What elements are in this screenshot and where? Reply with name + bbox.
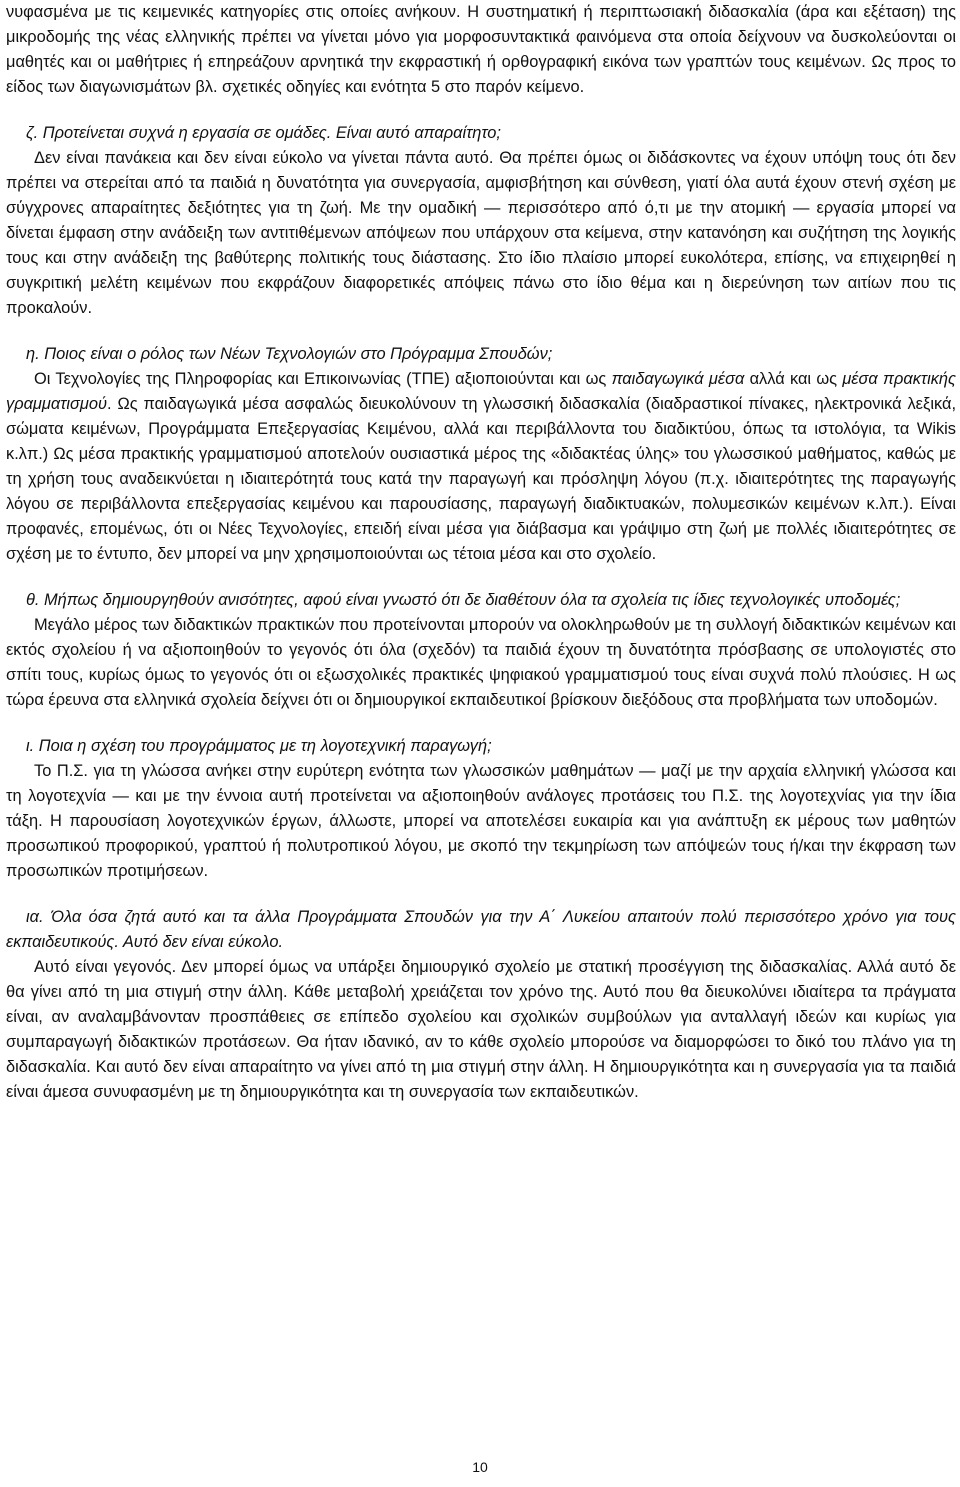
answer-iota: Το Π.Σ. για τη γλώσσα ανήκει στην ευρύτερη ενότητα των γλωσσικών μαθημάτων — μαζί με την αρχαία ελληνική γλώσσα και τη λογοτεχνία — και με την έννοια αυτή προτείνεται να αξιοποιηθούν ανάλογες προτάσεις του Π.Σ. της λογοτεχνίας για την ίδια τάξη. Η παρουσίαση λογοτεχνικών έργων, άλλωστε, μπορεί να αποτελέσει ευκαιρία και για ανάπτυξη εκ μέρους των μαθητών προσωπικού προφορικού, γραπτού ή πολυτροπικού λόγου, με σκοπό την τεκμηρίωση των απόψεών τους ή/και την έκφραση των προσωπικών προτιμήσεων. xyxy=(6,762,956,880)
answer-theta: Μεγάλο μέρος των διδακτικών πρακτικών που προτείνονται μπορούν να ολοκληρωθούν με τη συλλογή διδακτικών κειμένων και εκτός σχολείου ή να αξιοποιηθούν το γεγονός ότι όλα (σχεδόν) τα παιδιά έχουν τη δυνατότητα πρόσβασης σε υπολογιστές στο σπίτι τους, κυρίως όμως το γεγονός ότι οι εξωσχολικές πρακτικές ψηφιακού γραμματισμού τους είναι συχνά πολύ πλούσιες. Η ως τώρα έρευνα στα ελληνικά σχολεία δείχνει ότι οι δημιουργικοί εκπαιδευτικοί βρίσκουν διεξόδους στα προβλήματα των υποδομών. xyxy=(6,616,956,709)
intro-paragraph: νυφασμένα με τις κειμενικές κατηγορίες στις οποίες ανήκουν. Η συστηματική ή περιπτωσιακή διδασκαλία (άρα και εξέταση) της μικροδομής της νέας ελληνικής πρέπει να γίνεται μόνο για μορφοσυντακτικά φαινόμενα στα οποία δείχνουν να δυσκολεύονται οι μαθητές και οι μαθήτριες ή επηρεάζουν αρνητικά την εκφραστική ή ορθογραφική εικόνα των γραπτών τους κειμένων. Ως προς το είδος των διαγωνισμάτων βλ. σχετικές οδηγίες και ενότητα 5 στο παρόν κείμενο. xyxy=(6,3,956,96)
answer-zeta: Δεν είναι πανάκεια και δεν είναι εύκολο να γίνεται πάντα αυτό. Θα πρέπει όμως οι διδάσκοντες να έχουν υπόψη τους ότι δεν πρέπει να στερείται από τα παιδιά η δυνατότητα για συνεργασία, αμφισβήτηση και σύνθεση, γιατί όλα αυτά έχουν στενή σχέση με σύγχρονες απαραίτητες δεξιότητες για τη ζωή. Με την ομαδική — περισσότερο από ό,τι με την ατομική — εργασία μπορεί να δίνεται έμφαση στην ανάδειξη των αντιτιθέμενων απόψεων που υπάρχουν στα κείμενα, στην κατανόηση και συζήτηση της λογικής τους και στην ανάδειξη της βαθύτερης πολιτικής τους διάστασης. Στο ίδιο πλαίσιο μπορεί ευκολότερα, επίσης, να επιχειρηθεί η συγκριτική μελέτη κειμένων που εκφράζουν διαφορετικές απόψεις πάνω στο ίδιο θέμα και η διερεύνηση των αιτίων που τις προκαλούν. xyxy=(6,149,956,317)
question-ia: ια. Όλα όσα ζητά αυτό και τα άλλα Προγράμματα Σπουδών για την Α΄ Λυκείου απαιτούν πολύ περισσότερο χρόνο για τους εκπαιδευτικούς. Αυτό δεν είναι εύκολο. xyxy=(6,908,956,951)
question-eta: η. Ποιος είναι ο ρόλος των Νέων Τεχνολογιών στο Πρόγραμμα Σπουδών; xyxy=(26,345,553,363)
document-body xyxy=(6,0,956,1105)
answer-ia: Αυτό είναι γεγονός. Δεν μπορεί όμως να υπάρξει δημιουργικό σχολείο με στατική προσέγγιση της διδασκαλίας. Αλλά αυτό δε θα γίνει από τη μια στιγμή στην άλλη. Κάθε μεταβολή χρειάζεται τον χρόνο της. Αυτό που θα διευκολύνει ιδιαίτερα τα πράγματα είναι, αν αναλαμβάνονταν προσπάθειες σε επίπεδο σχολείου και σχολικών συμβούλων για ανταλλαγή ιδεών και κυρίως για συμπαραγωγή διδακτικών προτάσεων. Θα ήταν ιδανικό, αν το κάθε σχολείο μπορούσε να διαμορφώσει το δικό του πλάνο για τη διδασκαλία. Και αυτό δεν είναι απαραίτητο να γίνει από τη μια στιγμή στην άλλη. Η δημιουργικότητα και η συνεργασία για τα παιδιά είναι άμεσα συνυφασμένη με τη δημιουργικότητα και τη συνεργασία των εκπαιδευτικών. xyxy=(6,958,956,1101)
page-number: 10 xyxy=(472,1459,488,1475)
question-iota: ι. Ποια η σχέση του προγράμματος με τη λογοτεχνική παραγωγή; xyxy=(26,737,492,755)
answer-eta-part2: αλλά και ως xyxy=(744,370,843,388)
answer-eta-part3: . Ως παιδαγωγικά μέσα ασφαλώς διευκολύνουν τη γλωσσική διδασκαλία (διαδραστικοί πίνακες, ηλεκτρονικά λεξικά, σώματα κειμένων, Προγράμματα Επεξεργασίας Κειμένου, αλλά και περιβάλλοντα του διαδικτύου, όπως τα ιστολόγια, τα Wikis κ.λπ.) Ως μέσα πρακτικής γραμματισμού αποτελούν ουσιαστικά μέρος της «διδακτέας ύλης» του γλωσσικού μαθήματος, καθώς με τη χρήση τους αναδεικνύεται η ιδιαιτερότητά τους κατά την παραγωγή και πρόσληψη λόγου (π.χ. ιδιαιτερότητες της παραγωγής λόγου σε περιβάλλοντα επεξεργασίας κειμένου και παρουσίασης, παραγωγή διαδικτυακών, πολυμεσικών κειμένων κ.λπ.). Είναι προφανές, επομένως, ότι οι Νέες Τεχνολογίες, επειδή είναι μέσα για διάβασμα και γράψιμο στη ζωή με πολλές ιδιαιτερότητες σε σχέση με το έντυπο, δεν μπορεί να μην χρησιμοποιούνται ως τέτοια μέσα και στο σχολείο. xyxy=(6,395,956,563)
answer-eta xyxy=(6,367,956,567)
question-theta: θ. Μήπως δημιουργηθούν ανισότητες, αφού είναι γνωστό ότι δε διαθέτουν όλα τα σχολεία τις ίδιες τεχνολογικές υποδομές; xyxy=(26,591,901,609)
answer-eta-emphasis2: μέσα πρακτικής γραμματισμού xyxy=(6,370,956,413)
answer-eta-part1: Οι Τεχνολογίες της Πληροφορίας και Επικοινωνίας (ΤΠΕ) αξιοποιούνται και ως xyxy=(34,370,612,388)
question-zeta: ζ. Προτείνεται συχνά η εργασία σε ομάδες. Είναι αυτό απαραίτητο; xyxy=(26,124,501,142)
answer-eta-emphasis1: παιδαγωγικά μέσα xyxy=(611,370,745,388)
